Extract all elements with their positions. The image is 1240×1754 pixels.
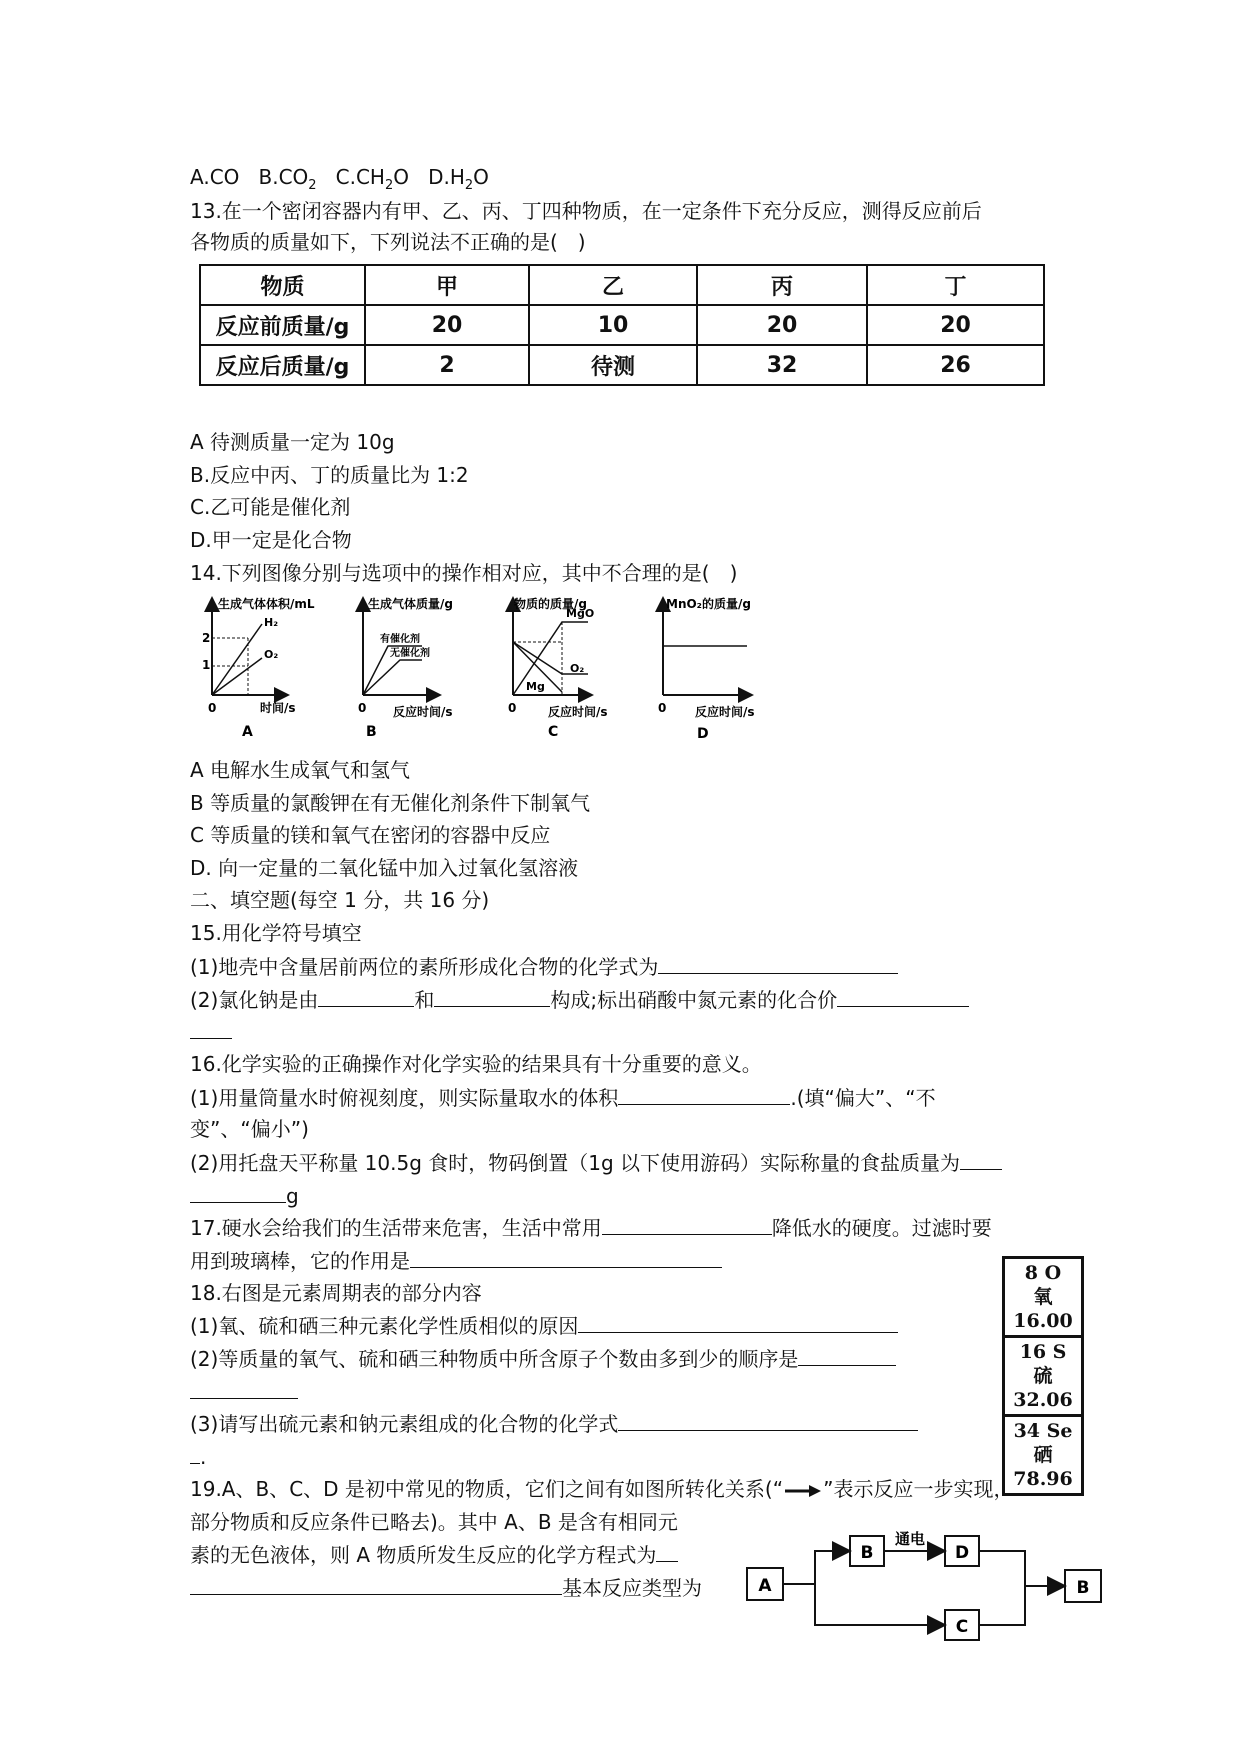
q12-option-b: $B.CO_2$ (258, 165, 317, 193)
element-name: 氧 (1033, 1286, 1053, 1308)
graph-c-series: Mg (526, 680, 545, 693)
table-row (200, 305, 1044, 345)
graph-a-tick: 2 (202, 631, 211, 645)
graph-b-origin: 0 (358, 701, 367, 715)
q13-option-c: C.乙可能是催化剂 (190, 495, 351, 519)
q16-part2: (2)用托盘天平称量 10.5g 食时，物码倒置（1g 以下使用游码）实际称量的食盐质量为 (190, 1147, 1002, 1178)
graph-b-ylabel: 生成气体质量/g (368, 597, 453, 611)
q19-line2: 部分物质和反应条件已略去)。其中 A、B 是含有相同元 (190, 1510, 678, 1534)
element-number-symbol: 8 O (1024, 1262, 1062, 1284)
q12-option-c: $C.CH_2O$ (335, 165, 409, 193)
arrow-label: 通电 (895, 1530, 926, 1548)
q13-option-d: D.甲一定是化合物 (190, 528, 352, 552)
node-a (747, 1568, 783, 1600)
answer-blank[interactable] (434, 984, 550, 1007)
q16-part1-cont: 变”、“偏小”) (190, 1117, 309, 1141)
graph-a-o2-line (212, 658, 262, 695)
q13-stem-line2: 各物质的质量如下，下列说法不正确的是( ) (190, 230, 586, 254)
q13-option-b: B.反应中丙、丁的质量比为 1:2 (190, 463, 469, 487)
graph-b-xlabel: 反应时间/s (393, 705, 453, 719)
answer-blank[interactable] (798, 1343, 896, 1366)
connector-d-c (979, 1551, 1025, 1625)
q12-option-d: $D.H_2O$ (428, 165, 489, 193)
table-cell: 10 (529, 305, 697, 345)
answer-blank[interactable] (837, 984, 969, 1007)
q12-option-a: A.CO (190, 165, 240, 189)
element-mass: 78.96 (1013, 1468, 1073, 1490)
answer-blank[interactable] (410, 1245, 722, 1268)
q15-part1: (1)地壳中含量居前两位的素所形成化合物的化学式为 (190, 951, 898, 982)
table-cell: 待测 (529, 345, 697, 385)
graph-d-xlabel: 反应时间/s (695, 705, 755, 719)
q18-part3-cont: . (190, 1441, 206, 1472)
element-cell-oxygen (1005, 1259, 1081, 1338)
graph-c (508, 596, 608, 740)
graph-a-series: O₂ (264, 648, 279, 661)
table-cell: 2 (365, 345, 529, 385)
table-cell: 反应前质量/g (200, 305, 365, 345)
q16-part1: (1)用量筒量水时俯视刻度，则实际量取水的体积 .(填“偏大”、“不 (190, 1082, 936, 1113)
q19-line4: 基本反应类型为 (190, 1572, 702, 1603)
table-header-cell: 物质 (200, 265, 365, 305)
q18-stem: 18.右图是元素周期表的部分内容 (190, 1281, 482, 1305)
q15-stem: 15.用化学符号填空 (190, 921, 362, 945)
node-d (945, 1536, 979, 1566)
node-b-final-label: B (1076, 1578, 1090, 1598)
q13-mass-table (199, 264, 1045, 386)
q15-part2: (2)氯化钠是由 和 构成;标出硝酸中氮元素的化合价 (190, 984, 969, 1015)
graph-a-series: H₂ (264, 616, 279, 629)
graph-d-origin: 0 (658, 701, 667, 715)
element-name: 硫 (1033, 1365, 1053, 1387)
graph-c-mgo-line (513, 622, 588, 695)
graph-b-series: 无催化剂 (390, 648, 430, 659)
element-mass: 16.00 (1013, 1310, 1073, 1332)
arrow-a-to-b (783, 1551, 848, 1584)
graph-b-series: 有催化剂 (380, 634, 420, 645)
graph-a-tick: 0 (208, 701, 217, 715)
graph-d-label: D (697, 726, 709, 742)
q19-line3: 素的无色液体，则 A 物质所发生反应的化学方程式为 (190, 1539, 678, 1570)
graph-c-label: C (548, 724, 559, 740)
arrow-a-to-c (815, 1584, 943, 1625)
q17-line1: 17.硬水会给我们的生活带来危害，生活中常用 降低水的硬度。过滤时要 (190, 1212, 992, 1243)
q14-graphs (190, 592, 790, 742)
node-b-label: B (860, 1543, 874, 1563)
element-cell-sulfur (1005, 1338, 1081, 1417)
section-heading: 二、填空题(每空 1 分，共 16 分) (190, 888, 490, 912)
table-header-row (200, 265, 1044, 305)
graph-c-ylabel: 物质的质量/g (514, 597, 587, 611)
q18-part2-cont (190, 1376, 298, 1407)
graph-a-ylabel: 生成气体体积/mL (218, 597, 315, 611)
answer-blank[interactable] (190, 1016, 232, 1039)
element-name: 硒 (1033, 1444, 1053, 1466)
graph-a (202, 596, 315, 740)
q18-part3: (3)请写出硫元素和钠元素组成的化合物的化学式 (190, 1408, 918, 1439)
graph-a-xlabel: 时间/s (260, 701, 296, 715)
q14-option-d: D. 向一定量的二氧化锰中加入过氧化氢溶液 (190, 856, 579, 880)
periodic-table-excerpt (1002, 1256, 1084, 1496)
table-cell: 20 (697, 305, 867, 345)
graph-c-series: O₂ (570, 662, 585, 675)
q14-option-c: C 等质量的镁和氧气在密闭的容器中反应 (190, 823, 551, 847)
element-mass: 32.06 (1013, 1389, 1073, 1411)
graph-a-tick: 1 (202, 658, 211, 672)
graph-d-ylabel: MnO₂的质量/g (666, 597, 751, 611)
table-cell: 32 (697, 345, 867, 385)
table-header-cell: 甲 (365, 265, 529, 305)
graph-d (658, 596, 755, 742)
answer-blank[interactable] (618, 1408, 918, 1431)
answer-blank[interactable] (190, 1441, 200, 1464)
answer-blank[interactable] (190, 1376, 298, 1399)
answer-blank[interactable] (656, 1539, 678, 1562)
graph-c-series: MgO (566, 607, 595, 620)
table-header-cell: 丙 (697, 265, 867, 305)
q15-blank-continuation (190, 1016, 232, 1047)
q14-stem: 14.下列图像分别与选项中的操作相对应，其中不合理的是( ) (190, 561, 738, 585)
graph-b (358, 596, 453, 740)
node-c-label: C (955, 1617, 969, 1637)
answer-blank[interactable] (578, 1310, 898, 1333)
answer-blank[interactable] (618, 1082, 790, 1105)
q13-stem-line1: 13.在一个密闭容器内有甲、乙、丙、丁四种物质，在一定条件下充分反应，测得反应前后 (190, 199, 982, 223)
answer-blank[interactable] (658, 951, 898, 974)
answer-blank[interactable] (190, 1572, 562, 1595)
node-c (945, 1610, 979, 1640)
element-number-symbol: 34 Se (1013, 1420, 1073, 1442)
q14-option-b: B 等质量的氯酸钾在有无催化剂条件下制氧气 (190, 791, 591, 815)
q16-stem: 16.化学实验的正确操作对化学实验的结果具有十分重要的意义。 (190, 1052, 762, 1076)
answer-blank[interactable] (318, 984, 414, 1007)
node-d-label: D (954, 1543, 970, 1563)
node-b-final (1065, 1570, 1101, 1602)
table-cell: 反应后质量/g (200, 345, 365, 385)
table-row (200, 345, 1044, 385)
table-cell: 20 (365, 305, 529, 345)
q16-part2-cont: g (190, 1180, 299, 1211)
q19-conversion-diagram (745, 1518, 1125, 1648)
node-a-label: A (758, 1576, 772, 1596)
node-b (850, 1536, 884, 1566)
q18-part2: (2)等质量的氧气、硫和硒三种物质中所含原子个数由多到少的顺序是 (190, 1343, 896, 1374)
table-cell: 20 (867, 305, 1044, 345)
table-header-cell: 乙 (529, 265, 697, 305)
graph-c-xlabel: 反应时间/s (548, 705, 608, 719)
q18-part1: (1)氧、硫和硒三种元素化学性质相似的原因 (190, 1310, 898, 1341)
q19-line1: 19.A、B、C、D 是初中常见的物质，它们之间有如图所转化关系(“ ”表示反应一步实现， (190, 1477, 1014, 1501)
arrow-icon (783, 1484, 823, 1498)
q13-option-a: A 待测质量一定为 10g (190, 430, 395, 454)
answer-blank[interactable] (602, 1212, 772, 1235)
element-number-symbol: 16 S (1019, 1341, 1067, 1363)
graph-a-h2-line (212, 624, 262, 695)
element-cell-selenium (1005, 1417, 1081, 1493)
graph-a-label: A (242, 724, 253, 740)
answer-blank[interactable] (190, 1180, 286, 1203)
graph-b-label: B (366, 724, 377, 740)
table-header-cell: 丁 (867, 265, 1044, 305)
q17-line2: 用到玻璃棒，它的作用是 (190, 1245, 722, 1276)
answer-blank[interactable] (960, 1147, 1002, 1170)
q14-option-a: A 电解水生成氧气和氢气 (190, 758, 411, 782)
graph-c-origin: 0 (508, 701, 517, 715)
table-cell: 26 (867, 345, 1044, 385)
